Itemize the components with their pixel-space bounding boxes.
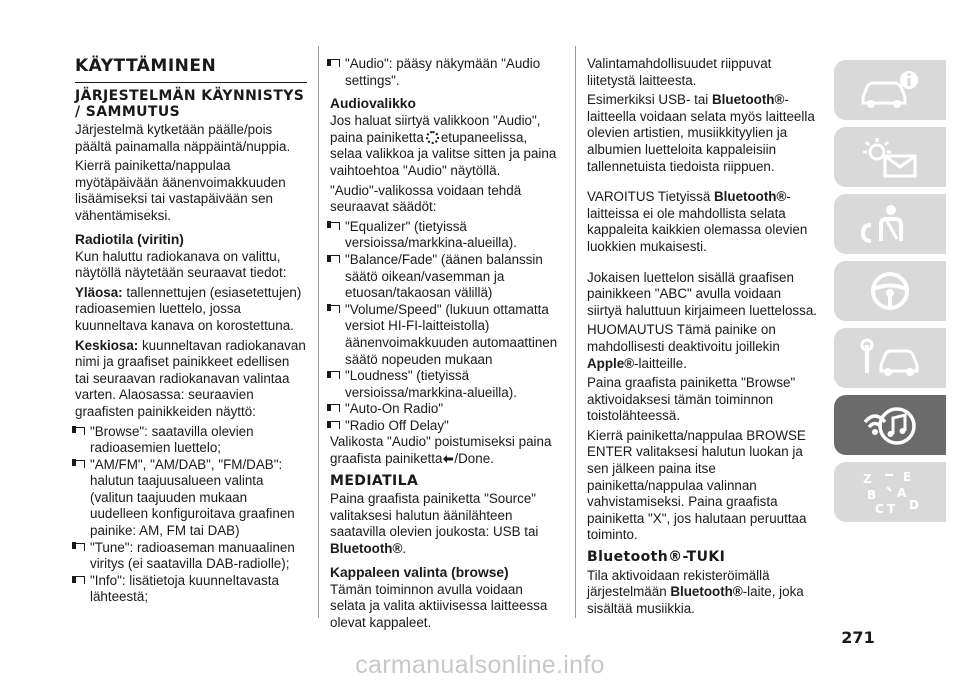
paragraph: Kun haluttu radiokanava on valittu, näytöllä näytetään seuraavat tiedot: (75, 248, 287, 281)
tab-multimedia[interactable] (834, 395, 946, 455)
list-item: "Auto-On Radio" (330, 401, 562, 418)
bullet-icon (330, 371, 340, 379)
bullet-icon (330, 404, 340, 412)
paragraph: Jokaisen luettelon sisällä graafisen painikkeen "ABC" avulla voidaan siirtyä haluttuun kirjaimeen luettelossa. (587, 269, 817, 318)
index-letter: B (867, 488, 877, 502)
paragraph: "Audio"-valikossa voidaan tehdä seuraavat säädöt: (330, 182, 522, 215)
steering-wheel-icon (857, 268, 923, 314)
settings-gear-icon (426, 131, 439, 144)
tab-index[interactable] (834, 462, 946, 522)
paragraph: Tämän toiminnon avulla voidaan selata ja valita aktiivisessa laitteessa olevat kappaleet. (330, 581, 548, 630)
paragraph: Valintamahdollisuudet riippuvat liitetystä laitteesta. (587, 56, 772, 88)
bullet-icon (75, 427, 85, 435)
alphabet-index-icon (857, 469, 923, 515)
tab-driving[interactable] (834, 261, 946, 321)
bullet-icon (75, 576, 85, 584)
index-letter: A (897, 486, 907, 500)
index-letter: T (887, 502, 896, 515)
page-title: KÄYTTÄMINEN (75, 56, 217, 76)
list-item: "AM/FM", "AM/DAB", "FM/DAB": halutun taajuusalueen valinta (valitun taajuuden mukaan uudelleen konfiguroitava graafinen painike: AM, FM tai DAB) (75, 457, 307, 540)
paragraph-keskiosa: Keskiosa: kuunneltavan radiokanavan nimi ja graafiset painikkeet edellisen tai seuraavan radiokanavan valintaa varten. Alaosassa: seuraavien graafisten painikkeiden näyttö: (75, 337, 306, 419)
paragraph: Järjestelmä kytketään päälle/pois päältä painamalla näppäintä/nuppia. (75, 122, 291, 154)
subsection-title-browse: Kappaleen valinta (browse) (330, 564, 509, 580)
dashboard-warning-icon (857, 134, 923, 180)
warning-paragraph: VAROITUS Tietyissä Bluetooth®-laitteissa ei ole mahdollista selata kappaleita kaikkien olemassa olevien luokkien mukaisesti. (587, 189, 808, 254)
section-title-media: MEDIATILA (330, 472, 419, 489)
column-divider (318, 46, 319, 618)
wrench-car-icon (857, 335, 923, 381)
paragraph: Paina graafista painiketta "Source" valitaksesi halutun äänilähteen saatavilla olevien joukosta: USB tai Bluetooth®. (330, 491, 539, 556)
bullet-icon (330, 59, 340, 67)
list-item: "Loudness" (tietyissä versioissa/markkina-alueilla). (330, 368, 562, 401)
page-number: 271 (841, 628, 875, 647)
index-letter: C (875, 502, 884, 515)
chapter-tabs (826, 60, 960, 529)
section-title-bluetooth: Bluetooth®-TUKI (587, 549, 726, 566)
column-3 (587, 56, 817, 620)
paragraph: Kierrä painiketta/nappulaa myötäpäivään äänenvoimakkuuden lisäämiseksi tai vastapäivään sen vähentämiseksi. (75, 158, 286, 223)
bullet-icon (75, 543, 85, 551)
list-item: "Audio": pääsy näkymään "Audio settings". (330, 56, 562, 89)
tab-maintenance[interactable] (834, 328, 946, 388)
note-paragraph: HUOMAUTUS Tämä painike on mahdollisesti deaktivoitu joillekin Apple®-laitteille. (587, 322, 780, 371)
bullet-icon (330, 222, 340, 230)
tab-car-info[interactable] (834, 60, 946, 120)
list-item: "Browse": saatavilla olevien radioasemien luettelo; (75, 424, 307, 457)
bullet-icon (75, 460, 85, 468)
list-item: "Balance/Fade" (äänen balanssin säätö oikean/vasemman ja etuosan/takaosan välillä) (330, 252, 562, 302)
list-item: "Volume/Speed" (lukuun ottamatta versiot HI-FI-laitteistolla) äänenvoimakkuuden automaattinen säätö nopeuden mukaan (330, 302, 562, 368)
bullet-icon (330, 255, 340, 263)
subsection-title-audio: Audiovalikko (330, 96, 416, 112)
column-1 (75, 56, 307, 606)
label-keskiosa: Keskiosa: (75, 337, 139, 353)
column-divider (575, 46, 576, 618)
bullet-icon (330, 421, 340, 429)
paragraph: Valikosta "Audio" poistumiseksi paina graafista painiketta /Done. (330, 434, 552, 467)
paragraph-ylaosa: Yläosa: tallennettujen (esiasetettujen) radioasemien luettelo, jossa kuunneltava kanava on korostettuna. (75, 284, 302, 333)
paragraph: Esimerkiksi USB- tai Bluetooth®-laitteella voidaan selata myös laitteella olevien artistien, musiikkityylien ja albumien luetteloita kappaleisiin tallennetuista tiedoista riippuen. (587, 92, 815, 174)
column-2 (330, 56, 562, 634)
index-letter: Z (863, 472, 872, 486)
list-item: "Info": lisätietoja kuunneltavasta lähteestä; (75, 573, 307, 606)
subsection-title-radio: Radiotila (viritin) (75, 231, 184, 247)
paragraph: Tila aktivoidaan rekisteröimällä järjestelmään Bluetooth®-laite, joka sisältää musiikkia. (587, 567, 804, 616)
car-info-icon (857, 67, 923, 113)
section-title-power: JÄRJESTELMÄN KÄYNNISTYS / SAMMUTUS (75, 88, 305, 120)
tab-dashboard-warnings[interactable] (834, 127, 946, 187)
list-item: "Radio Off Delay" (330, 418, 562, 435)
paragraph: Kierrä painiketta/nappulaa BROWSE ENTER valitaksesi halutun luokan ja sen jälkeen paina itse painiketta/nappulaa valinnan vahvistamiseksi. Paina graafista painiketta "X", jos halutaan peruuttaa toiminto. (587, 427, 807, 543)
bullet-icon (330, 305, 340, 313)
multimedia-icon (857, 402, 923, 448)
watermark: carmanualsonline.info (355, 651, 605, 679)
title-rule (75, 82, 307, 83)
paragraph: Jos haluat siirtyä valikkoon "Audio", paina painiketta etupaneelissa, selaa valikkoa ja valitse sitten ja paina vaihtoehtoa "Audio" näytöllä. (330, 113, 557, 178)
index-letter: E (903, 470, 912, 484)
airbag-seat-icon (857, 201, 923, 247)
list-item: "Equalizer" (tietyissä versioissa/markkina-alueilla). (330, 219, 562, 252)
index-letter: D (909, 498, 919, 512)
paragraph: Paina graafista painiketta "Browse" aktivoidaksesi tämän toiminnon toistolähteessä. (587, 375, 796, 424)
label-ylaosa: Yläosa: (75, 284, 123, 300)
tab-safety[interactable] (834, 194, 946, 254)
list-item: "Tune": radioaseman manuaalinen viritys (ei saatavilla DAB-radiolle); (75, 540, 307, 573)
back-arrow-icon (443, 455, 453, 463)
